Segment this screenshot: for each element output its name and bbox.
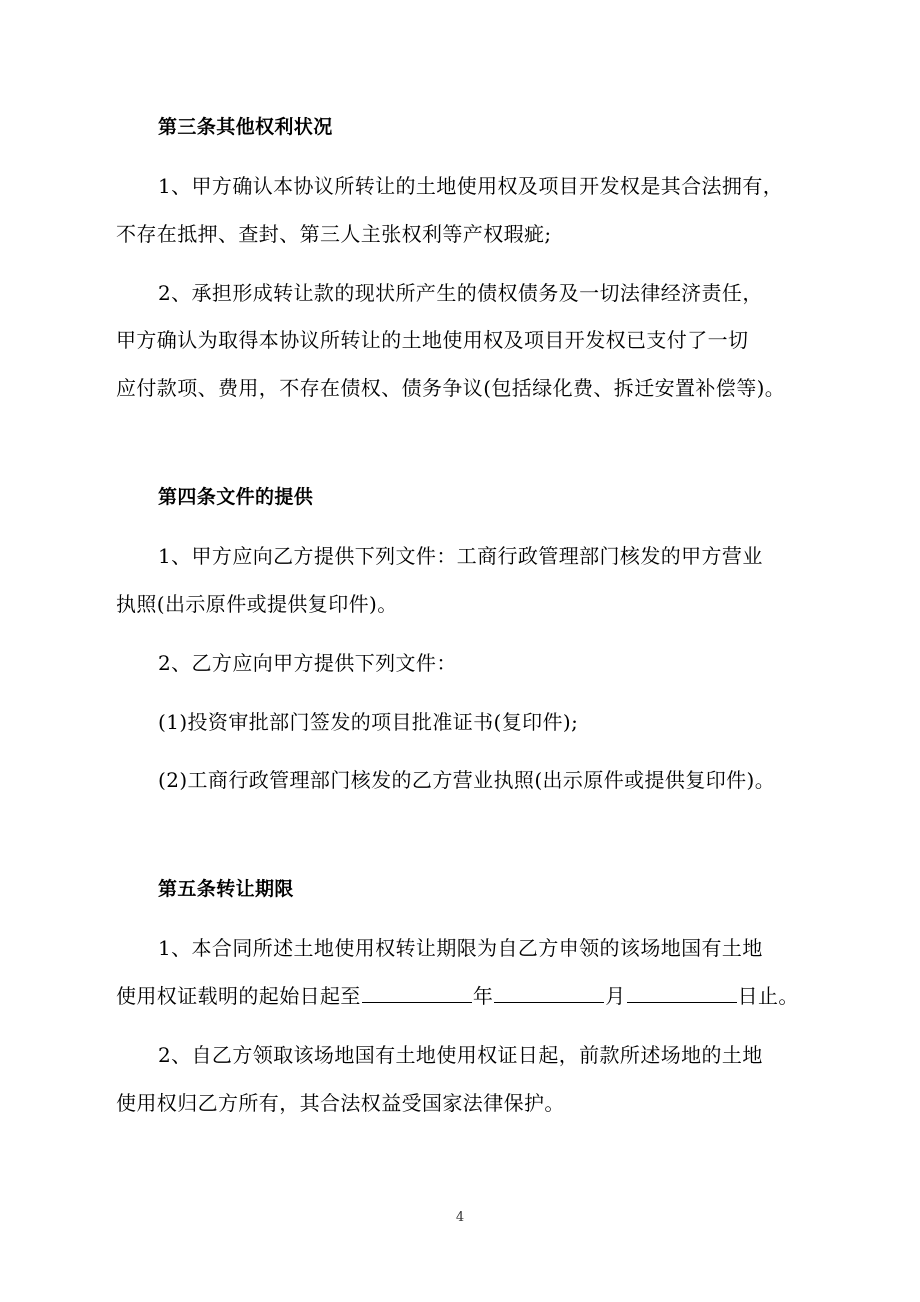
section-5-paragraph-1-line-1: 1、本合同所述土地使用权转让期限为自乙方申领的该场地国有土地 — [158, 936, 763, 960]
year-blank — [362, 984, 472, 1003]
section-4-list-item-2: (2)工商行政管理部门核发的乙方营业执照(出示原件或提供复印件)。 — [158, 768, 776, 792]
section-5-paragraph-2-line-1: 2、自乙方领取该场地国有土地使用权证日起，前款所述场地的土地 — [158, 1043, 763, 1067]
day-label: 日止。 — [737, 984, 799, 1008]
section-4-heading: 第四条文件的提供 — [158, 486, 314, 508]
section-5-paragraph-1-line-2 — [116, 984, 799, 1008]
section-3-paragraph-1-line-2: 不存在抵押、查封、第三人主张权利等产权瑕疵; — [116, 222, 552, 246]
month-blank — [494, 984, 604, 1003]
section-5-paragraph-2-line-2: 使用权归乙方所有，其合法权益受国家法律保护。 — [116, 1091, 565, 1115]
section-3-paragraph-1-line-1: 1、甲方确认本协议所转让的土地使用权及项目开发权是其合法拥有， — [158, 174, 784, 198]
section-5-heading: 第五条转让期限 — [158, 878, 294, 900]
section-4-list-item-1: (1)投资审批部门签发的项目批准证书(复印件); — [158, 710, 579, 734]
term-end-prefix: 使用权证载明的起始日起至 — [116, 984, 361, 1008]
section-3-paragraph-2-line-1: 2、承担形成转让款的现状所产生的债权债务及一切法律经济责任， — [158, 281, 763, 305]
page-number: 4 — [455, 1210, 465, 1225]
section-4-paragraph-2: 2、乙方应向甲方提供下列文件： — [158, 651, 457, 675]
section-3-heading: 第三条其他权利状况 — [158, 116, 333, 138]
section-3-paragraph-2-line-2: 甲方确认为取得本协议所转让的土地使用权及项目开发权已支付了一切 — [116, 328, 749, 352]
section-4-paragraph-1-line-2: 执照(出示原件或提供复印件)。 — [116, 592, 398, 616]
section-4-paragraph-1-line-1: 1、甲方应向乙方提供下列文件：工商行政管理部门核发的甲方营业 — [158, 544, 763, 568]
day-blank — [627, 984, 737, 1003]
section-3-paragraph-2-line-3: 应付款项、费用，不存在债权、债务争议(包括绿化费、拆迁安置补偿等)。 — [116, 376, 786, 400]
month-label: 月 — [605, 984, 626, 1008]
year-label: 年 — [472, 984, 494, 1008]
